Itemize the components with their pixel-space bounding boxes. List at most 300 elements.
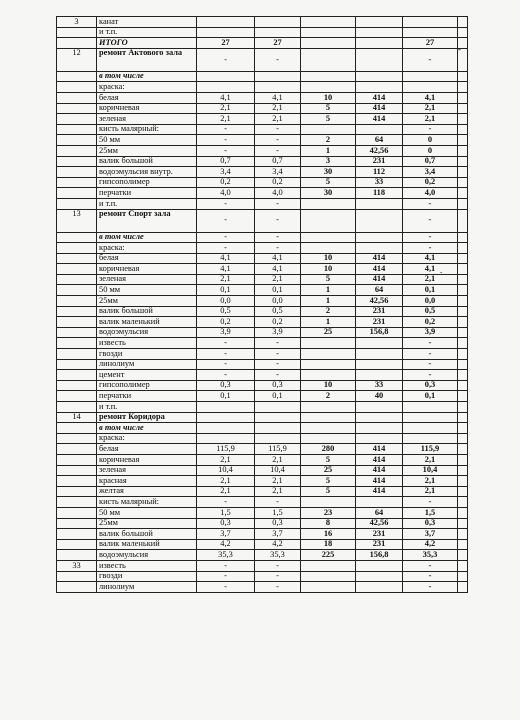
quantity: 5 [301, 486, 356, 497]
value-a: 0,7 [197, 156, 255, 167]
table-row [57, 253, 468, 264]
row-number: 12 [57, 48, 97, 71]
table-row [57, 582, 468, 593]
item-name: 25мм [97, 145, 197, 156]
item-name: зеленая [97, 465, 197, 476]
table-row [57, 465, 468, 476]
quantity [301, 243, 356, 254]
extra-cell [458, 571, 468, 582]
value-e: 35,3 [403, 550, 458, 561]
value-b: 3,4 [255, 167, 301, 178]
price: 156,8 [356, 327, 403, 338]
row-number [57, 539, 97, 550]
value-a: - [197, 209, 255, 232]
value-a [197, 17, 255, 28]
row-number [57, 476, 97, 487]
value-e: 4,1 [403, 264, 458, 275]
value-b: 0,5 [255, 306, 301, 317]
quantity [301, 359, 356, 370]
quantity: 2 [301, 306, 356, 317]
table-row [57, 380, 468, 391]
value-a [197, 433, 255, 444]
value-a: - [197, 243, 255, 254]
quantity: 8 [301, 518, 356, 529]
row-number [57, 253, 97, 264]
item-name: и т.п. [97, 402, 197, 413]
table-row [57, 433, 468, 444]
row-number [57, 444, 97, 455]
extra-cell [458, 296, 468, 307]
table-row [57, 38, 468, 49]
quantity: 5 [301, 476, 356, 487]
item-name: перчатки [97, 391, 197, 402]
table-row [57, 550, 468, 561]
price: 414 [356, 486, 403, 497]
extra-cell [458, 454, 468, 465]
value-a: 4,1 [197, 253, 255, 264]
quantity [301, 232, 356, 243]
extra-cell [458, 317, 468, 328]
quantity: 2 [301, 135, 356, 146]
value-a: - [197, 145, 255, 156]
row-number [57, 391, 97, 402]
value-b: 115,9 [255, 444, 301, 455]
price: 414 [356, 444, 403, 455]
table-row [57, 391, 468, 402]
value-a: - [197, 48, 255, 71]
price [356, 71, 403, 82]
item-name: ИТОГО [97, 38, 197, 49]
value-b: 35,3 [255, 550, 301, 561]
quantity: 16 [301, 529, 356, 540]
price [356, 349, 403, 360]
value-b: - [255, 370, 301, 381]
quantity: 30 [301, 188, 356, 199]
value-b: - [255, 560, 301, 571]
item-name: известь [97, 560, 197, 571]
extra-cell [458, 92, 468, 103]
value-a [197, 27, 255, 38]
quantity [301, 370, 356, 381]
quantity: 5 [301, 177, 356, 188]
price: 231 [356, 529, 403, 540]
value-a: 3,4 [197, 167, 255, 178]
extra-cell [458, 391, 468, 402]
extra-cell [458, 550, 468, 561]
value-e: 115,9 [403, 444, 458, 455]
value-e: - [403, 209, 458, 232]
item-name: линолиум [97, 582, 197, 593]
row-number [57, 296, 97, 307]
value-a [197, 423, 255, 434]
extra-cell [458, 465, 468, 476]
row-number [57, 550, 97, 561]
table-row [57, 306, 468, 317]
price: 414 [356, 454, 403, 465]
price [356, 338, 403, 349]
extra-cell [458, 380, 468, 391]
value-e: 1,5 [403, 507, 458, 518]
price: 42,56 [356, 145, 403, 156]
value-b [255, 402, 301, 413]
price [356, 198, 403, 209]
value-a: - [197, 582, 255, 593]
quantity [301, 402, 356, 413]
item-name: валик большой [97, 156, 197, 167]
item-name: линолиум [97, 359, 197, 370]
row-number [57, 327, 97, 338]
extra-cell [458, 103, 468, 114]
value-e: 2,1 [403, 454, 458, 465]
price [356, 423, 403, 434]
table-row [57, 71, 468, 82]
item-name: канат [97, 17, 197, 28]
value-a: 1,5 [197, 507, 255, 518]
value-a: - [197, 571, 255, 582]
extra-cell [458, 359, 468, 370]
quantity [301, 209, 356, 232]
value-a: 2,1 [197, 486, 255, 497]
table-row [57, 177, 468, 188]
quantity: 1 [301, 285, 356, 296]
table-row [57, 529, 468, 540]
item-name: водоэмульсия внутр. [97, 167, 197, 178]
price: 414 [356, 274, 403, 285]
price: 64 [356, 507, 403, 518]
item-name: в том числе [97, 71, 197, 82]
quantity: 5 [301, 114, 356, 125]
quantity [301, 71, 356, 82]
value-b: 4,1 [255, 264, 301, 275]
value-a: - [197, 359, 255, 370]
row-number [57, 274, 97, 285]
extra-cell [458, 560, 468, 571]
row-number [57, 529, 97, 540]
value-a: 2,1 [197, 114, 255, 125]
item-name: 50 мм [97, 507, 197, 518]
table-row [57, 402, 468, 413]
price: 414 [356, 264, 403, 275]
value-b: 2,1 [255, 486, 301, 497]
row-number [57, 285, 97, 296]
value-b: - [255, 145, 301, 156]
table-row [57, 317, 468, 328]
value-b: 4,2 [255, 539, 301, 550]
value-a: 2,1 [197, 103, 255, 114]
margin-mark: - [440, 268, 443, 276]
quantity [301, 349, 356, 360]
item-name: коричневая [97, 264, 197, 275]
value-b: 3,9 [255, 327, 301, 338]
row-number [57, 145, 97, 156]
value-e [403, 71, 458, 82]
value-b: 0,2 [255, 317, 301, 328]
value-a: - [197, 338, 255, 349]
item-name: валик большой [97, 529, 197, 540]
value-a: 10,4 [197, 465, 255, 476]
quantity: 280 [301, 444, 356, 455]
quantity: 30 [301, 167, 356, 178]
value-e: 2,1 [403, 476, 458, 487]
price: 42,56 [356, 518, 403, 529]
row-number [57, 507, 97, 518]
item-name: валик маленький [97, 317, 197, 328]
value-a: - [197, 349, 255, 360]
value-a: - [197, 135, 255, 146]
value-a: - [197, 560, 255, 571]
table-row [57, 145, 468, 156]
row-number [57, 27, 97, 38]
row-number [57, 38, 97, 49]
item-name: красная [97, 476, 197, 487]
extra-cell [458, 412, 468, 423]
value-b [255, 27, 301, 38]
value-e: 2,1 [403, 114, 458, 125]
value-e: - [403, 198, 458, 209]
value-a: 0,1 [197, 285, 255, 296]
value-a [197, 82, 255, 93]
value-b: - [255, 135, 301, 146]
table-row [57, 571, 468, 582]
row-number [57, 114, 97, 125]
price: 414 [356, 465, 403, 476]
extra-cell [458, 529, 468, 540]
price [356, 433, 403, 444]
quantity: 1 [301, 145, 356, 156]
value-b: - [255, 124, 301, 135]
extra-cell [458, 71, 468, 82]
row-number [57, 82, 97, 93]
value-e: - [403, 124, 458, 135]
price: 231 [356, 156, 403, 167]
value-e [403, 27, 458, 38]
quantity [301, 338, 356, 349]
table-row [57, 349, 468, 360]
value-a: 0,2 [197, 317, 255, 328]
table-row [57, 539, 468, 550]
row-number [57, 454, 97, 465]
value-b: - [255, 582, 301, 593]
item-name: 25мм [97, 296, 197, 307]
price [356, 27, 403, 38]
item-name: водоэмульсия [97, 327, 197, 338]
value-a: 0,3 [197, 380, 255, 391]
table-row [57, 285, 468, 296]
value-e: 0,7 [403, 156, 458, 167]
price: 414 [356, 476, 403, 487]
price [356, 48, 403, 71]
extra-cell [458, 135, 468, 146]
row-number [57, 306, 97, 317]
quantity [301, 560, 356, 571]
price [356, 497, 403, 508]
item-name: белая [97, 92, 197, 103]
value-b: - [255, 48, 301, 71]
value-b: - [255, 359, 301, 370]
quantity: 18 [301, 539, 356, 550]
value-b: - [255, 198, 301, 209]
value-e: - [403, 338, 458, 349]
extra-cell [458, 253, 468, 264]
item-name: кисть малярный: [97, 497, 197, 508]
price: 33 [356, 380, 403, 391]
extra-cell [458, 17, 468, 28]
table-row [57, 243, 468, 254]
value-b: 10,4 [255, 465, 301, 476]
extra-cell [458, 306, 468, 317]
quantity: 25 [301, 465, 356, 476]
value-a: 0,3 [197, 518, 255, 529]
value-b: 0,3 [255, 380, 301, 391]
materials-table [56, 16, 468, 593]
price [356, 243, 403, 254]
quantity: 1 [301, 296, 356, 307]
value-e: 0,3 [403, 518, 458, 529]
item-name: в том числе [97, 423, 197, 434]
value-a: 0,2 [197, 177, 255, 188]
value-b: 4,1 [255, 253, 301, 264]
value-e [403, 412, 458, 423]
extra-cell [458, 486, 468, 497]
value-a: 4,0 [197, 188, 255, 199]
value-e: 0,1 [403, 391, 458, 402]
value-a: - [197, 124, 255, 135]
row-number [57, 349, 97, 360]
value-a: 2,1 [197, 476, 255, 487]
item-name: краска: [97, 243, 197, 254]
item-name: валик большой [97, 306, 197, 317]
extra-cell [458, 285, 468, 296]
quantity: 225 [301, 550, 356, 561]
extra-cell [458, 349, 468, 360]
extra-cell [458, 433, 468, 444]
table-row [57, 82, 468, 93]
row-number [57, 92, 97, 103]
quantity [301, 582, 356, 593]
value-b: 0,3 [255, 518, 301, 529]
price: 112 [356, 167, 403, 178]
value-b: 0,0 [255, 296, 301, 307]
value-b [255, 433, 301, 444]
row-number: 13 [57, 209, 97, 232]
price [356, 359, 403, 370]
row-number [57, 135, 97, 146]
table-row [57, 209, 468, 232]
extra-cell [458, 402, 468, 413]
value-b: 27 [255, 38, 301, 49]
value-e: 0 [403, 145, 458, 156]
value-e: 4,1 [403, 253, 458, 264]
item-name: гвозди [97, 571, 197, 582]
item-name: 50 мм [97, 285, 197, 296]
row-number: 33 [57, 560, 97, 571]
value-e: 10,4 [403, 465, 458, 476]
row-number [57, 264, 97, 275]
price: 40 [356, 391, 403, 402]
value-e [403, 423, 458, 434]
table-row [57, 296, 468, 307]
value-a: 0,5 [197, 306, 255, 317]
item-name: краска: [97, 433, 197, 444]
value-b: - [255, 209, 301, 232]
price [356, 560, 403, 571]
item-name: перчатки [97, 188, 197, 199]
value-e: - [403, 359, 458, 370]
extra-cell [458, 497, 468, 508]
row-number [57, 402, 97, 413]
price: 231 [356, 539, 403, 550]
value-e: 0,2 [403, 177, 458, 188]
price [356, 370, 403, 381]
quantity: 5 [301, 454, 356, 465]
row-number [57, 359, 97, 370]
value-b: - [255, 243, 301, 254]
price [356, 412, 403, 423]
quantity [301, 198, 356, 209]
value-a: - [197, 232, 255, 243]
extra-cell [458, 582, 468, 593]
price [356, 38, 403, 49]
value-e: - [403, 232, 458, 243]
value-e: - [403, 582, 458, 593]
value-e: 2,1 [403, 486, 458, 497]
quantity [301, 27, 356, 38]
value-e: 3,7 [403, 529, 458, 540]
table-row [57, 359, 468, 370]
extra-cell [458, 27, 468, 38]
value-b: 0,2 [255, 177, 301, 188]
table-row [57, 476, 468, 487]
value-e: 0 [403, 135, 458, 146]
extra-cell [458, 124, 468, 135]
quantity [301, 38, 356, 49]
table-row [57, 560, 468, 571]
table-row [57, 454, 468, 465]
table-row [57, 327, 468, 338]
value-a: 35,3 [197, 550, 255, 561]
price: 64 [356, 135, 403, 146]
extra-cell [458, 327, 468, 338]
quantity: 3 [301, 156, 356, 167]
value-b: - [255, 338, 301, 349]
extra-cell [458, 114, 468, 125]
value-b: - [255, 232, 301, 243]
value-b [255, 17, 301, 28]
extra-cell [458, 188, 468, 199]
table-row [57, 27, 468, 38]
item-name: 50 мм [97, 135, 197, 146]
quantity [301, 497, 356, 508]
item-name: гипсополимер [97, 177, 197, 188]
table-row [57, 48, 468, 71]
price: 414 [356, 114, 403, 125]
row-number [57, 71, 97, 82]
row-number [57, 433, 97, 444]
table-row [57, 92, 468, 103]
value-a: - [197, 370, 255, 381]
extra-cell [458, 145, 468, 156]
extra-cell [458, 476, 468, 487]
item-name: в том числе [97, 232, 197, 243]
value-e [403, 17, 458, 28]
table-body [57, 17, 468, 593]
item-name: кисть малярный: [97, 124, 197, 135]
quantity [301, 433, 356, 444]
value-b: 0,1 [255, 391, 301, 402]
value-a: 27 [197, 38, 255, 49]
row-number [57, 338, 97, 349]
table-row [57, 232, 468, 243]
